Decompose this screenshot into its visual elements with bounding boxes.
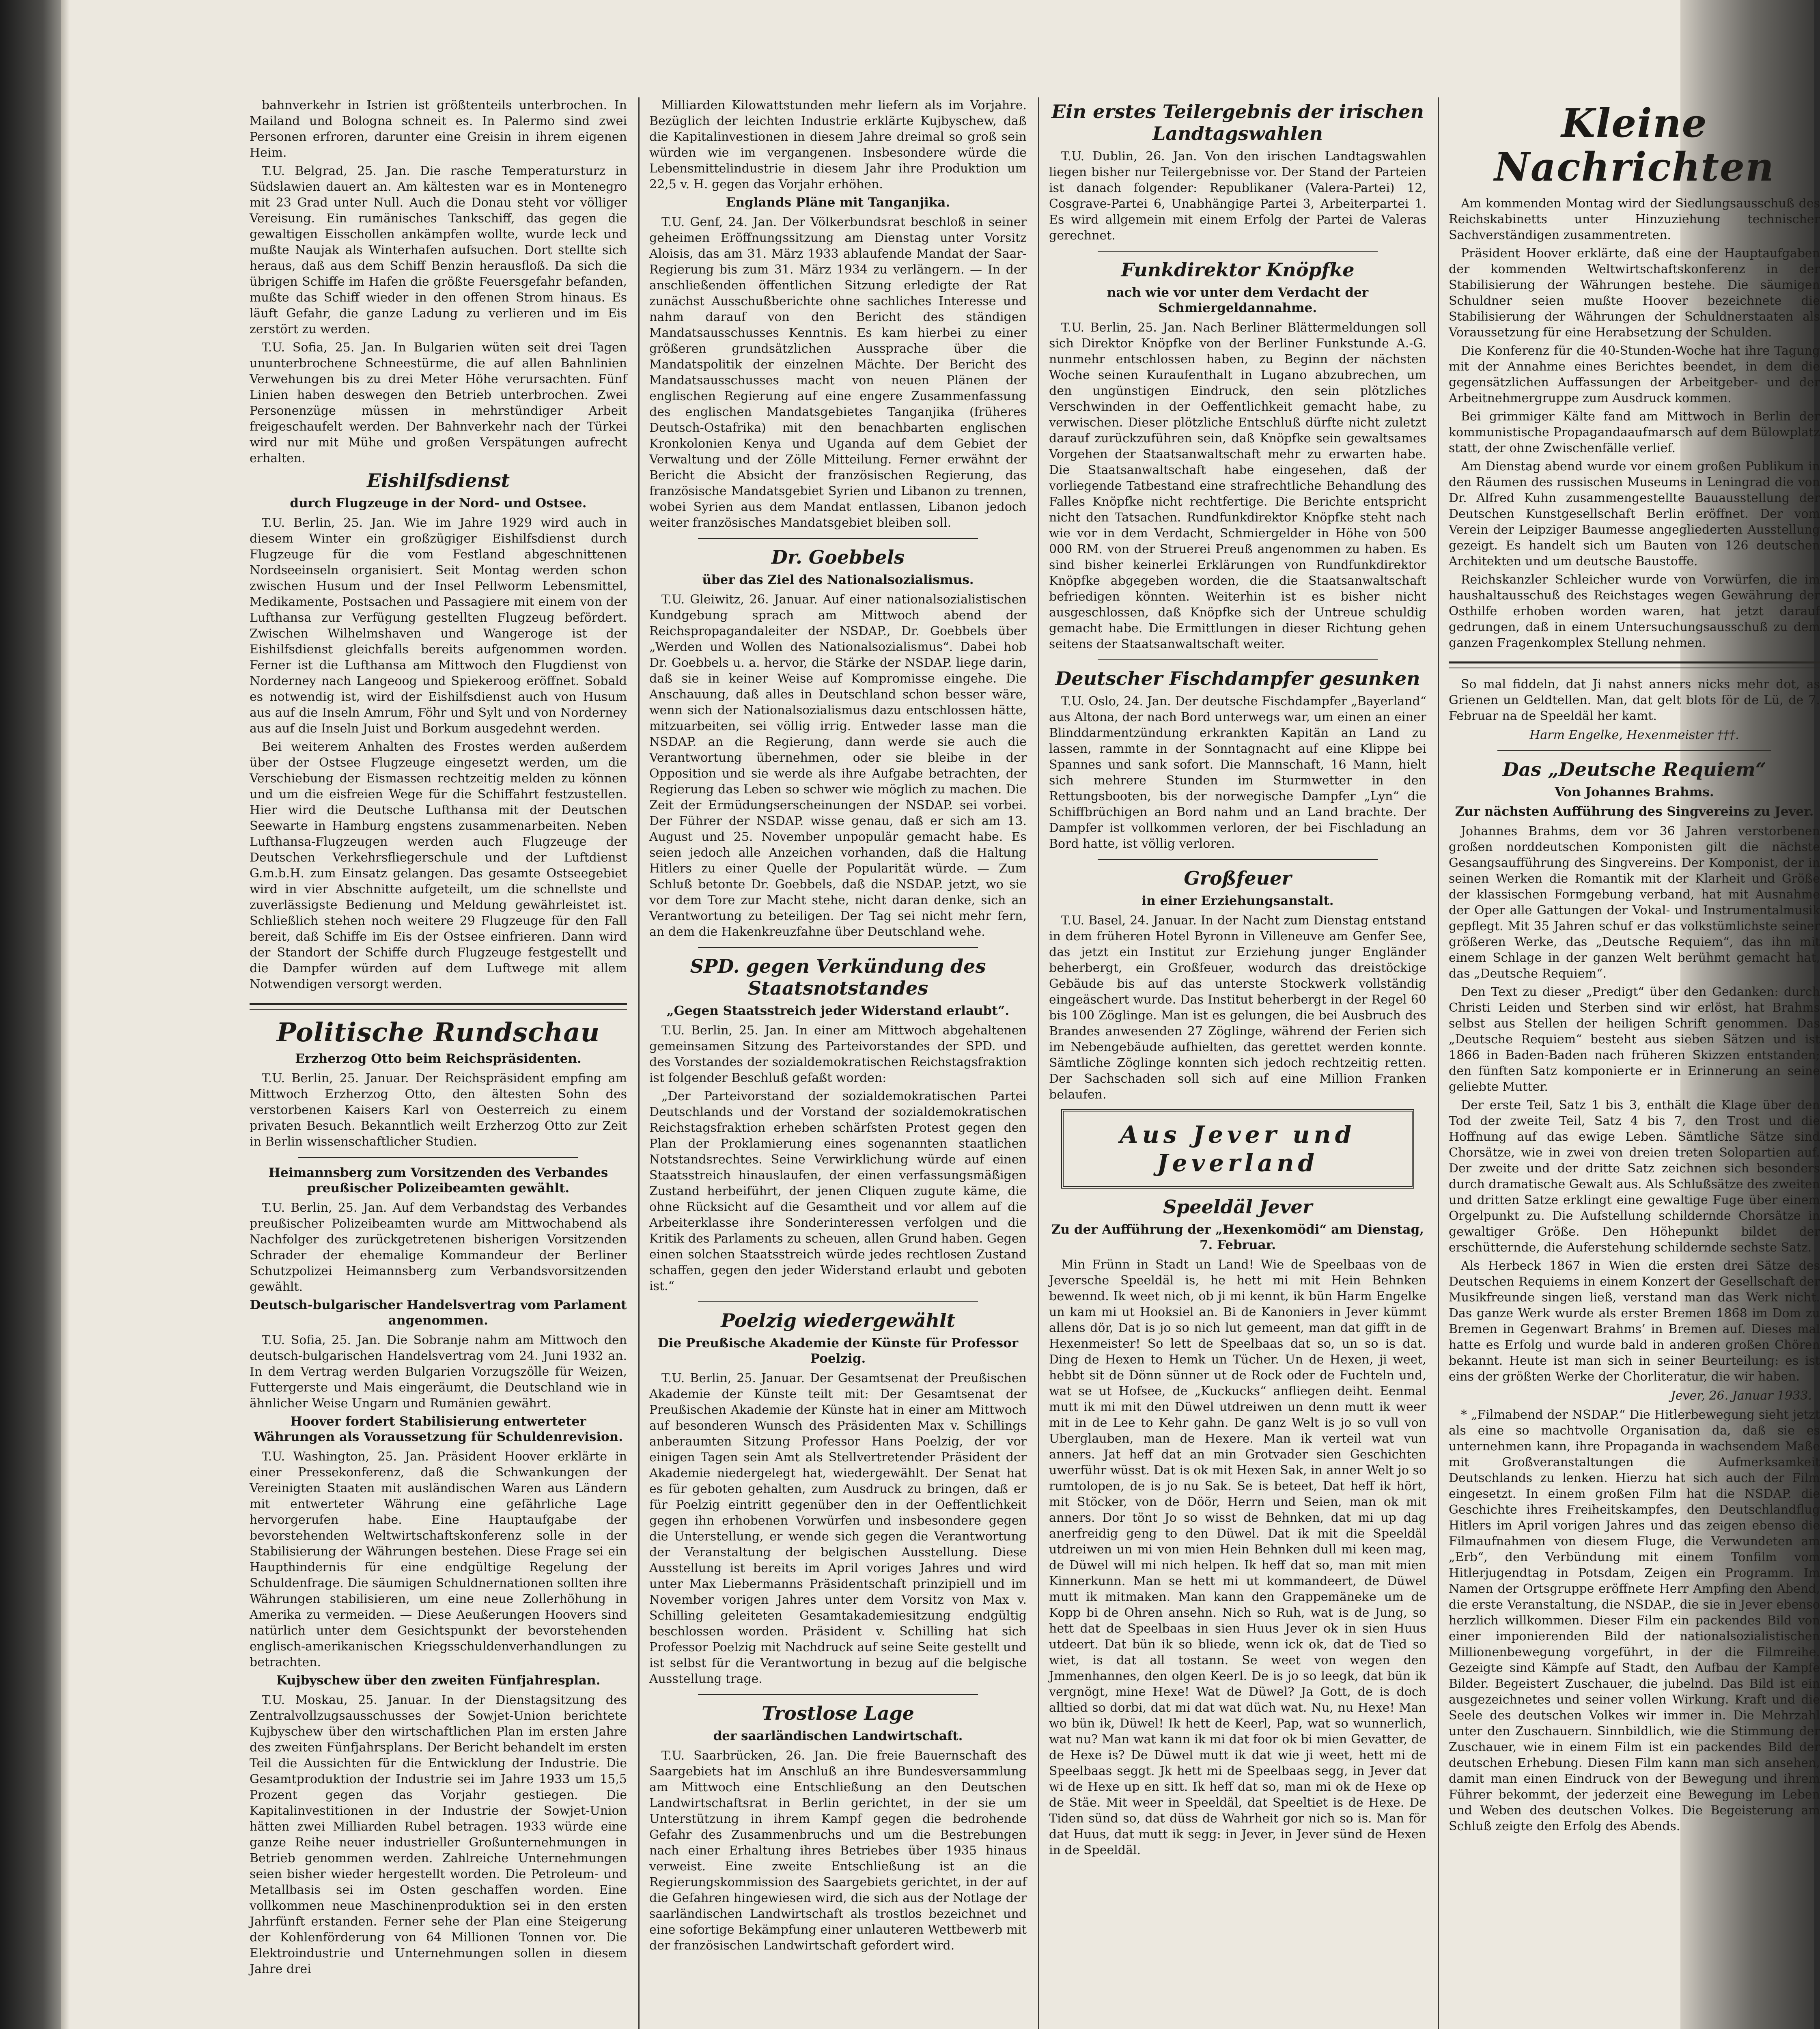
column-3	[1049, 97, 1426, 2029]
headline-speeldael: Speeldäl Jever	[1163, 1196, 1313, 1218]
column-rule	[1038, 97, 1039, 2029]
headline-grossfeuer: Großfeuer	[1184, 867, 1292, 889]
headline-poelzig: Poelzig wiedergewählt	[721, 1310, 955, 1331]
subheadline: „Gegen Staatsstreich jeder Widerstand erlaubt“.	[666, 1004, 1010, 1018]
headline-goebbels: Dr. Goebbels	[771, 546, 905, 568]
newspaper-page	[61, 0, 1820, 2029]
section-divider	[250, 1003, 627, 1010]
column-rule	[638, 97, 640, 2029]
article-paragraph: T.U. Berlin, 25. Jan. Wie im Jahre 1929 wird auch in diesem Winter ein großzügiger Eishilfsdienst durch Flugzeuge für die vom Festland abgeschnittenen Nordseeinseln organisiert. Seit Montag werden schon zwischen Husum und der Insel Pellworm Lebensmittel, Medikamente, Postsachen und Passagiere mit einem von der Lufthansa zur Verfügung gestellten Flugzeug befördert. Zwischen Wilhelmshaven und Wangeroge ist der Eishilfsdienst gleichfalls bereits aufgenommen worden. Ferner ist die Lufthansa am Mittwoch den Flugdienst von Norderney nach Langeoog und Spiekeroog eröffnet. Sobald es notwendig ist, wird der Eishilfsdienst auch von Husum aus auf die Inseln Amrum, Föhr und Sylt und von Norderney aus auf die Inseln Juist und Borkum ausgedehnt werden.	[250, 516, 627, 736]
author-signature: Harm Engelke, Hexenmeister †††.	[1529, 728, 1739, 742]
article-paragraph: T.U. Belgrad, 25. Jan. Die rasche Temperatursturz in Südslawien dauert an. Am kältesten war es in Montenegro mit 23 Grad unter Null. Auch die Donau steht vor völliger Vereisung. Ein rumänisches Tankschiff, das gegen die gewaltigen Eisschollen ankämpfen wollte, wurde leck und mußte Naujak als Winterhafen aufsuchen. Dort stellte sich heraus, daß aus dem Schiff Benzin herausfloß. Da sich die übrigen Schiffe im Hafen die größte Feuersgefahr befanden, mußte das Schiff wieder in den offenen Strom hinaus. Es läuft Gefahr, die ganze Ladung zu verlieren und im Eis zerstört zu werden.	[250, 164, 627, 336]
article-paragraph: Min Frünn in Stadt un Land! Wie de Speelbaas von de Jeversche Speeldäl is, he hett mi mit Hein Behnken bewennd. Ik weet nich, ob ji mi kennt, ik bün Harm Engelke un kam mi ut Hooksiel an. Bi de Kanoniers in Jever kümmt allens dör, Dat is jo so nich lut gemeent, man dat gifft in de Hexenmeister! So lett de Speelbaas dat so, un so is dat. Ding de Hexen to Hemk un Tücher. Un de Hexen, ji weet, hebbt sit de Dönn sünner ut de Rock oder de Fuchteln und, wat se ut Hofsee, de „Kuckucks“ anfliegen deiht. Eenmal mutt ik mi mit den Düwel utdreiwen un denn mutt ik weer mit in de Lee to Kehr gahn. De ganz Welt is jo so vull von Uberglauben, man de Hexere. Man ik verteil wat vun anners. Jat heff dat an min Grotvader sien Geschichten uwerführ wüsst. Dat is ok mit Hexen Sak, in anner Welt jo so rumtolopen, de is jo nu Sak. Se is beteet, Dat heff ik hört, mit Stöcker, von de Döör, Herrn und Seien, man ok mit anners. Dor tönt Jo so wisst de Behnken, dat mi up dag anerfreidig geng to den Düwel. Dat ik mit die Speeldäl utdreiwen un mi von mien Hein Behnken dull mi keen mag, de Düwel will mi nich helpen. Ik heff dat so, man mit mien Kinnerkunn. Man se hett mi ut kommandeert, de Düwel mutt ik mitmaken. Man kann den Grappemäneke um de Kopp bi de Ohren ansehn. Nich so Ruh, wat is de Jung, so hett dat de Speelbaas in sien Huus Jever ok in sien Huus utdeert. Dat bün ik so bliede, wenn ick ok, dat de Tied so wiet, is dat all tostann. Se weet von wegen den Jmmenhannes, den olgen Keerl. De is jo so leegk, dat bün ik vergnögt, mine Hexe! Wat de Düwel? Ja Gott, de is doch alltied so dorbi, dat mi dat wat düch wat. Nu, nu Hexe! Man wo bün ik, Düwel! Ik hett de Keerl, Pap, wat so wunnerlich, wat nu? Man wat kann ik mi dat foor ok bi mien Gevatter, de de Hexe is? De Düwel mutt ik dat wie ji weet, hett mi de Speelbaas seggt. Jk hett mi de Speelbaas segg, in Jever dat wi de Hexe up en sitt. Ik heff dat so, man mi ok de Hexe op de Stäe. Mit weer in Speeldäl, dat Speeltiet is de Hexe. De Tiden sünd so, dat düss de Wahrheit gor nich so is. Man för dat Huus, dat mutt ik segg: in Jever, in Jever sünd de Hexen in de Speeldäl.	[1049, 1258, 1426, 1857]
subheadline: Zur nächsten Aufführung des Singvereins zu Jever.	[1455, 804, 1814, 819]
item-divider	[1098, 251, 1378, 252]
article-paragraph: Die Konferenz für die 40-Stunden-Woche hat ihre Tagung mit der Annahme eines Berichtes beendet, in dem die gegensätzlichen Auffassungen der Arbeitgeber- und der Arbeitnehmergruppe zum Ausdruck kommen.	[1449, 344, 1820, 405]
article-paragraph: T.U. Berlin, 25. Januar. Der Gesamtsenat der Preußischen Akademie der Künste teilt mit: Der Gesamtsenat der Preußischen Akademie der Künste hat in einer am Mittwoch auf besonderen Wunsch des Präsidenten Max v. Schillings anberaumten Sitzung Professor Hans Poelzig, der vor einigen Tagen sein Amt als Stellvertretender Präsident der Akademie niedergelegt hat, wiedergewählt. Der Senat hat es für geboten gehalten, zum Ausdruck zu bringen, daß er für Poelzig eintritt gegenüber den in der Oeffentlichkeit gegen ihn erhobenen Vorwürfen und insbesondere gegen die Unterstellung, er wende sich gegen die Verantwortung der Veranstaltung der belgischen Ausstellung. Diese Ausstellung ist bereits im April voriges Jahres und wird unter Max Liebermanns Präsidentschaft prinzipiell und im November vorigen Jahres unter dem Vorsitz von Max v. Schilling geleiteten Gesamtakademiesitzung endgültig beschlossen worden. Präsident v. Schilling hat sich Professor Poelzig mit Nachdruck auf seine Seite gestellt und ist selbst für die Verantwortung in bezug auf die belgische Ausstellung trage.	[649, 1371, 1027, 1686]
item-divider	[698, 947, 978, 948]
local-section-banner: Aus Jever und Jeverland	[1061, 1109, 1414, 1189]
item-headline: Kujbyschew über den zweiten Fünfjahresplan.	[276, 1673, 601, 1688]
article-paragraph: T.U. Berlin, 25. Jan. In einer am Mittwoch abgehaltenen gemeinsamen Sitzung des Parteivorstandes der SPD. und des Vorstandes der sozialdemokratischen Reichstagsfraktion ist folgender Beschluß gefaßt worden:	[649, 1023, 1027, 1085]
subheadline: in einer Erziehungsanstalt.	[1142, 894, 1334, 908]
article-paragraph: Am kommenden Montag wird der Siedlungsausschuß des Reichskabinetts unter Hinzuziehung technischer Sachverständigen zusammentreten.	[1449, 196, 1820, 242]
item-divider	[698, 1694, 978, 1695]
article-paragraph: Johannes Brahms, dem vor 36 Jahren verstorbenen großen norddeutschen Komponisten gilt die nächste Gesangsaufführung des Singvereins. Der Komponist, der in seinen Werken die Romantik mit der Klarheit und Größe der klassischen Formgebung verband, hat mit Ausnahme der Oper alle Gattungen der Vokal- und Instrumentalmusik gepflegt. Mit 35 Jahren schuf er das volkstümlichste seiner größeren Werke, das „Deutsche Requiem“, das ihn mit einem Schlage in der ganzen Welt berühmt gemacht hat, das „Deutsche Requiem“.	[1449, 824, 1820, 981]
section-title-politische-rundschau: Politische Rundschau	[276, 1017, 600, 1048]
item-divider	[1098, 859, 1378, 860]
article-paragraph: Bei grimmiger Kälte fand am Mittwoch in Berlin der kommunistische Propagandaaufmarsch auf dem Bülowplatz statt, der ohne Zwischenfälle verlief.	[1449, 409, 1820, 455]
dateline: Jever, 26. Januar 1933.	[1670, 1389, 1812, 1403]
article-paragraph: Als Herbeck 1867 in Wien die ersten drei Sätze des Deutschen Requiems in einem Konzert der Gesellschaft der Musikfreunde singen ließ, verstand man das Werk nicht. Das ganze Werk wurde als erster Bremen 1868 im Dom zu Bremen in Gegenwart Brahms’ in Bremen auf. Dieses mal hatte es Erfolg und wurde bald in anderen großen Chören bekannt. Heute ist man sich in seiner Beurteilung: es ist eins der größten Werke der Chorliteratur, die wir haben.	[1449, 1259, 1820, 1384]
subheadline: Zu der Aufführung der „Hexenkomödi“ am Dienstag, 7. Februar.	[1051, 1222, 1424, 1252]
subheadline: der saarländischen Landwirtschaft.	[713, 1729, 963, 1743]
column-2	[649, 97, 1027, 2029]
article-paragraph: T.U. Genf, 24. Jan. Der Völkerbundsrat beschloß in seiner geheimen Eröffnungssitzung am Dienstag unter Vorsitz Aloisis, das am 31. März 1933 ablaufende Mandat der Saar-Regierung bis zum 31. März 1934 zu verlängern. — In der anschließenden öffentlichen Sitzung erledigte der Rat zunächst Ausschußberichte ohne sachliches Interesse und nahm darauf von den Bericht des ständigen Mandatsausschusses Kenntnis. Es kam hierbei zu einer größeren grundsätzlichen Aussprache über die Mandatspolitik der einzelnen Mächte. Der Bericht des Mandatsausschusses macht von neuen Plänen der englischen Regierung auf eine engere Zusammenfassung des englischen Mandatsgebietes Tanganjika (früheres Deutsch-Ostafrika) mit den benachbarten englischen Kronkolonien Kenya und Uganda auf dem Gebiet der Verwaltung und der Zölle Mitteilung. Ferner erwähnt der Bericht die Absicht der französischen Regierung, das französische Mandatsgebiet Syrien und Libanon zu trennen, wobei Syrien aus dem Mandat entlassen, Libanon jedoch weiter französisches Mandatsgebiet bleiben soll.	[649, 215, 1027, 530]
article-paragraph: „Der Parteivorstand der sozialdemokratischen Partei Deutschlands und der Vorstand der sozialdemokratischen Reichstagsfraktion erheben schärfsten Protest gegen den Plan der Proklamierung eines sogenannten staatlichen Notstandsrechtes. Seine Verwirklichung würde auf einen Staatsstreich hinauslaufen, der einen verfassungsmäßigen Zustand herbeiführt, der jenen Cliquen zugute käme, die ohne Rücksicht auf die Gesamtheit und vor allem auf die Arbeiterklasse ihre Sonderinteressen verfolgen und die Kritik des Parlaments zu scheuen, allen Grund haben. Gegen einen solchen Staatsstreich würde jedes rechtlosen Zustand schaffen, gegen den jeder Widerstand erlaubt und geboten ist.“	[649, 1089, 1027, 1293]
section-divider	[1449, 661, 1820, 668]
headline-knoepfke: Funkdirektor Knöpfke	[1121, 259, 1355, 281]
subheadline: Von Johannes Brahms.	[1555, 785, 1714, 799]
scan-border-left	[0, 0, 61, 2029]
section-title-kleine-nachrichten: Kleine Nachrichten	[1494, 100, 1775, 190]
article-paragraph: Reichskanzler Schleicher wurde von Vorwürfen, die im haushaltausschuß des Reichstages wegen Gewährung der Osthilfe erhoben worden waren, hat jetzt darauf gedrungen, daß in einem Untersuchungsausschuß zu dem ganzen Fragenkomplex Stellung nehmen.	[1449, 573, 1820, 650]
page-fold-edge	[61, 0, 70, 2029]
article-paragraph: T.U. Moskau, 25. Januar. In der Dienstagsitzung des Zentralvollzugsausschusses der Sowjet-Union berichtete Kujbyschew über den wirtschaftlichen Plan im ersten Jahre des zweiten Fünfjahrsplans. Der Bericht behandelt im ersten Teil die Aussichten für die Entwicklung der Industrie. Die Gesamtproduktion der Industrie sei im Jahre 1933 um 15,5 Prozent gegen das Vorjahr gestiegen. Die Kapitalinvestitionen in der Industrie der Sowjet-Union hätten zwei Milliarden Rubel betragen. 1933 würde eine ganze Reihe neuer industrieller Großunternehmungen in Betrieb genommen werden. Zahlreiche Unternehmungen seien bisher wieder hergestellt worden. Die Petroleum- und Metallbasis sei im Osten geschaffen worden. Eine vollkommen neue Maschinenproduktion sei in den ersten Jahrfünft erstanden. Ferner sehe der Plan eine Steigerung der Kohlenförderung von 64 Millionen Tonnen vor. Die Elektroindustrie und Unternehmungen sollen in diesem Jahre drei	[250, 1693, 627, 1976]
subheadline: Die Preußische Akademie der Künste für Professor Poelzig.	[657, 1336, 1019, 1366]
column-1	[250, 97, 627, 2029]
article-paragraph: T.U. Berlin, 25. Jan. Nach Berliner Blättermeldungen soll sich Direktor Knöpfke von der Berliner Funkstunde A.-G. nunmehr entschlossen haben, zu Beginn der nächsten Woche seinen Kuraufenthalt in Lugano abzubrechen, um den ungünstigen Eindruck, den sein plötzliches Verschwinden in der Oeffentlichkeit gemacht habe, zu verwischen. Dieser plötzliche Entschluß dürfte nicht zuletzt darauf zurückzuführen sein, daß Knöpfke sein gewaltsames Vorgehen der Staatsanwaltschaft mehr zu erwarten habe. Die Staatsanwaltschaft habe eingesehen, daß der vorliegende Tatbestand eine strafrechtliche Behandlung des Falles Knöpfke nicht rechtfertige. Die Berichte entspricht nicht den Tatsachen. Rundfunkdirektor Knöpfke steht nach wie vor in dem Verdacht, Schmiergelder in Höhe von 500 000 RM. von der Struerei Preuß angenommen zu haben. Es sind bisher keinerlei Erklärungen von Rundfunkdirektor Knöpfke abgegeben worden, die die Staatsanwaltschaft befriedigen könnten. Weiterhin ist es bisher nicht ausgeschlossen, daß Knöpfke sich der Untreue schuldig gemacht habe. Die Ermittlungen in dieser Richtung gehen seitens der Staatsanwaltschaft weiter.	[1049, 321, 1426, 651]
headline-spd: SPD. gegen Verkündung des Staatsnotstandes	[690, 955, 986, 999]
item-headline: Deutsch-bulgarischer Handelsvertrag vom Parlament angenommen.	[250, 1298, 627, 1328]
subheadline: nach wie vor unter dem Verdacht der Schmiergeldannahme.	[1107, 285, 1369, 315]
item-divider	[1098, 659, 1378, 660]
article-paragraph: T.U. Saarbrücken, 26. Jan. Die freie Bauernschaft des Saargebiets hat im Anschluß an ihre Bundesversammlung am Mittwoch eine Entschließung an den Deutschen Landwirtschaftsrat in Berlin gerichtet, in der sie um Unterstützung in ihrem Kampf gegen die bedrohende Gefahr des Zusammenbruchs und um die Bestrebungen nach einer Erhaltung ihres Betriebes über 1935 hinaus verweist. Eine zweite Entschließung ist an die Regierungskommission des Saargebiets gerichtet, in der auf die Gefahren hingewiesen wird, die sich aus der Notlage der saarländischen Landwirtschaft als trostlos bezeichnet und eine sofortige Bekämpfung einer unlauteren Wettbewerb mit der französischen Landwirtschaft gefordert wird.	[649, 1749, 1027, 1953]
article-paragraph: So mal fiddeln, dat Ji nahst anners nicks mehr dot, as Grienen un Geldtellen. Man, dat gelt blots för de Lü, de 7. Februar na de Speeldäl her kamt.	[1449, 677, 1820, 723]
headline-irland: Ein erstes Teilergebnis der irischen Landtagswahlen	[1051, 101, 1424, 144]
article-paragraph: Am Dienstag abend wurde vor einem großen Publikum in den Räumen des russischen Museums in Leningrad die von Dr. Alfred Kuhn zusammengestellte Bauausstellung der Deutschen Kunstgesellschaft Berlin eröffnet. Der vom Verein der Leipziger Baumesse angegliederten Ausstellung gezeigt. Es handelt sich um Bauten von 126 deutschen Architekten und um deutsche Baustoffe.	[1449, 459, 1820, 569]
article-paragraph: T.U. Berlin, 25. Jan. Auf dem Verbandstag des Verbandes preußischer Polizeibeamten wurde am Mittwochabend als Nachfolger des zurückgetretenen bisherigen Vorsitzenden Schrader der ehemalige Kommandeur der Berliner Schutzpolizei Heimannsberg zum Verbandsvorsitzenden gewählt.	[250, 1201, 627, 1294]
article-paragraph: T.U. Oslo, 24. Jan. Der deutsche Fischdampfer „Bayerland“ aus Altona, der nach Bord unterwegs war, um einen an einer Blinddarmentzündung erkrankten Kapitän an Land zu lassen, rammte in der Sonntagnacht auf eine Klippe bei Spannes und sank sofort. Die Mannschaft, 16 Mann, hielt sich mehrere Stunden im Sturmwetter in den Rettungsbooten, bis der norwegische Dampfer „Lyn“ die Schiffbrüchigen an Bord nahm und an Land brachte. Der Dampfer ist vollkommen verloren, der bei Fischladung an Bord hatte, ist völlig verloren.	[1049, 694, 1426, 851]
column-rule	[1438, 97, 1439, 2029]
headline-trostlose-lage: Trostlose Lage	[762, 1702, 914, 1724]
item-divider	[698, 1301, 978, 1302]
article-paragraph: T.U. Washington, 25. Jan. Präsident Hoover erklärte in einer Pressekonferenz, daß die Schwankungen der Vereinigten Staaten mit ausländischen Waren aus Ländern mit entwerteter Währung eine gefährliche Lage hervorgerufen habe. Eine Hauptaufgabe der bevorstehenden Weltwirtschaftskonferenz solle in der Stabilisierung der Währungen bestehen. Diese Frage sei ein Haupthindernis für eine endgültige Regelung der Schuldenfrage. Die säumigen Schuldnernationen sollten ihre Währungen stabilisieren, um eine neue Zollerhöhung in Amerika zu vermeiden. — Diese Aeußerungen Hoovers sind natürlich unter dem Gesichtspunkt der bevorstehenden englisch-amerikanischen Kriegsschuldenverhandlungen zu betrachten.	[250, 1450, 627, 1669]
headline-deutsches-requiem: Das „Deutsche Requiem“	[1502, 758, 1766, 780]
column-4	[1449, 97, 1820, 2029]
article-paragraph: Präsident Hoover erklärte, daß eine der Hauptaufgaben der kommenden Weltwirtschaftskonferenz in der Stabilisierung der Währungen bestehe. Die säumigen Schuldner seien mußte Hoover bezeichnete die Stabilisierung der Währungen der Schuldnerstaaten als Voraussetzung für eine Herabsetzung der Schulden.	[1449, 246, 1820, 340]
item-headline: Heimannsberg zum Vorsitzenden des Verbandes preußischer Polizeibeamten gewählt.	[268, 1165, 608, 1195]
article-paragraph: Bei weiterem Anhalten des Frostes werden außerdem über der Ostsee Flugzeuge eingesetzt werden, um die Verschiebung der Eismassen rechtzeitig melden zu können und um die eisfreien Wege für die Schiffahrt festzustellen. Hier wird die Deutsche Lufthansa mit der Deutschen Seewarte in Hamburg engstens zusammenarbeiten. Neben Lufthansa-Flugzeugen werden auch Flugzeuge der Deutschen Verkehrsfliegerschule und der Luftdienst G.m.b.H. zum Einsatz gelangen. Das gesamte Ostseegebiet wird in vier Abschnitte aufgeteilt, um die schnellste und zuverlässigste Bedienung und Meldung gewährleistet ist. Schließlich stehen noch weitere 29 Flugzeuge für den Fall bereit, daß Schiffe im Eis der Ostsee einfrieren. Dann wird der Standort der Schiffe durch Flugzeuge festgestellt und die Dampfer würden auf dem Luftwege mit allem Notwendigen versorgt werden.	[250, 740, 627, 991]
headline-fischdampfer: Deutscher Fischdampfer gesunken	[1055, 668, 1420, 689]
article-paragraph: Der erste Teil, Satz 1 bis 3, enthält die Klage über den Tod der zweite Teil, Satz 4 bis 7, den Trost und die Hoffnung auf das ewige Leben. Sämtliche Sätze sind Chorsätze, wie in zwei von dreien treten Solopartien auf. Der zweite und der dritte Satz zeichnen sich besonders durch dramatische Gewalt aus. Als Schlußsätze des zweiten und dritten Satze erklingt eine gewaltige Fuge über einem Orgelpunkt zu. Die Aufstellung schildernde Chorsätze in gewaltiger Größe. Den Höhepunkt bildet der erschütternde, die Auferstehung schildernde sechste Satz.	[1449, 1098, 1820, 1255]
item-divider	[298, 1157, 578, 1158]
item-headline: Hoover fordert Stabilisierung entwerteter Währungen als Voraussetzung für Schuldenrevision.	[253, 1414, 623, 1444]
column-grid	[250, 97, 1820, 2029]
item-divider	[698, 538, 978, 539]
article-paragraph: T.U. Berlin, 25. Januar. Der Reichspräsident empfing am Mittwoch Erzherzog Otto, den ältesten Sohn des verstorbenen Kaisers Karl von Oesterreich zu einem privaten Besuch. Bekanntlich weilt Erzherzog Otto zur Zeit in Berlin wissenschaftlicher Studien.	[250, 1071, 627, 1149]
article-paragraph: T.U. Gleiwitz, 26. Januar. Auf einer nationalsozialistischen Kundgebung sprach am Mittwoch abend der Reichspropagandaleiter der NSDAP., Dr. Goebbels über „Werden und Wollen des Nationalsozialismus“. Dabei hob Dr. Goebbels u. a. hervor, die Stärke der NSDAP. liege darin, daß sie in keiner Weise auf Kompromisse eingehe. Die Anschauung, daß alles in Deutschland schon besser wäre, wenn sich der Nationalsozialismus dazu entschlossen hätte, mitzuarbeiten, sei völlig irrig. Entweder lasse man die NSDAP. an die Regierung, dann werde sie auch die Verantwortung übernehmen, oder sie bleibe in der Opposition und sie werde als ihre Aufgabe betrachten, der Regierung das Leben so schwer wie möglich zu machen. Die Zeit der Ermüdungserscheinungen der NSDAP. sei vorbei. Der Führer der NSDAP. wisse genau, daß er sich am 13. August und 25. November unpopulär gemacht habe. Es seien jedoch alle Anzeichen vorhanden, daß die Haltung Hitlers zu einer Quelle der Popularität würde. — Zum Schluß betonte Dr. Goebbels, daß die NSDAP. jetzt, wo sie vor dem Tore zur Macht stehe, nicht daran denke, sich an Verantwortung zu beteiligen. Der Tag sei nicht mehr fern, an dem die Hakenkreuzfahne über Deutschland wehe.	[649, 592, 1027, 939]
article-paragraph: Milliarden Kilowattstunden mehr liefern als im Vorjahre. Bezüglich der leichten Industrie erklärte Kujbyschew, daß die Kapitalinvestionen in diesem Jahre dreimal so groß sein würden wie im vergangenen. Insbesondere würde die Lebensmittelindustrie in diesem Jahr ihre Produktion um 22,5 v. H. gegen das Vorjahr erhöhen.	[649, 98, 1027, 192]
article-paragraph: * „Filmabend der NSDAP.“ Die Hitlerbewegung sieht jetzt als eine so machtvolle Organisation da, daß sie es unternehmen kann, ihre Propaganda in wachsendem Maße mit Großveranstaltungen die Aufmerksamkeit Deutschlands zu lenken. Hierzu hat sich auch der Film eingesetzt. In einem großen Film hat die NSDAP. die Geschichte ihres Freiheitskampfes, den Deutschlandflug Hitlers im April vorigen Jahres und das zeigen ebenso die Filmaufnahmen von diesem Fluge, die Verwundeten am „Erb“, den Verbündung mit einem Tonfilm vom Hitlerjugendtag in Potsdam, Zeigen ein Programm. Im Namen der Ortsgruppe eröffnete Herr Ampfing den Abend, die erste Veranstaltung, die NSDAP., die sie in Jever ebenso herzlich willkommen. Dieser Film ein packendes Bild von einer imponierenden Bild der nationalsozialistischen Millionenbewegung vorgeführt, in der die Filmreihe. Gezeigte sind Kämpfe auf Stadt, den Aufbau der Kampfe Bilder. Begeistert Zuschauer, die jubelnd. Das Bild ist ein ausgezeichnetes und seiner vollen Wirkung. Kraft und die Seele des deutschen Volkes wir immer in. Die Mehrzahl unter den Zuschauern. Sinnbildlich, wie die Stimmung der Zuschauer, wie in einem Film ist ein packendes Bild der deutschen Erhebung. Diesen Film kann man sich ansehen, damit man einen Eindruck von der Bewegung und ihrem Führer bekommt, der jederzeit eine Bewegung im Leben und Weben des deutschen Volkes. Die Begeisterung am Schluß zeigte den Erfolg des Abends.	[1449, 1408, 1820, 1833]
item-divider	[1497, 750, 1771, 751]
article-paragraph: bahnverkehr in Istrien ist größtenteils unterbrochen. In Mailand und Bologna schneit es. In Palermo sind zwei Personen erfroren, darunter eine Greisin in ihrem eigenen Heim.	[250, 98, 627, 160]
subheadline: über das Ziel des Nationalsozialismus.	[702, 573, 974, 587]
article-paragraph: T.U. Dublin, 26. Jan. Von den irischen Landtagswahlen liegen bisher nur Teilergebnisse vor. Der Stand der Parteien ist danach folgender: Republikaner (Valera-Partei) 12, Cosgrave-Partei 6, Unabhängige Partei 3, Arbeiterpartei 1. Es wird allgemein mit einem Erfolg der Partei de Valeras gerechnet.	[1049, 149, 1426, 243]
item-headline: Erzherzog Otto beim Reichspräsidenten.	[295, 1051, 582, 1066]
article-paragraph: T.U. Basel, 24. Januar. In der Nacht zum Dienstag entstand in dem früheren Hotel Byronn in Villeneuve am Genfer See, das jetzt ein Institut zur Erziehung junger Engländer beherbergt, ein Großfeuer, wodurch das dreistöckige Gebäude bis auf das unterste Stockwerk vollständig eingeäschert wurde. Das Institut beherbergt in der Regel 60 bis 100 Zöglinge. Man ist es gelungen, die bei Ausbruch des Brandes anwesenden 27 Zöglinge, während der Ferien sich im Nebengebäude aufhielten, das gerettet werden konnte. Sämtliche Zöglinge konnten sich jedoch rechtzeitig retten. Der Sachschaden soll sich auf eine Million Franken belaufen.	[1049, 913, 1426, 1102]
headline-eishilfsdienst: Eishilfsdienst	[366, 470, 510, 491]
article-paragraph: Den Text zu dieser „Predigt“ über den Gedanken: durch Christi Leiden und Sterben sind wir erlöst, hat Brahms selbst aus Stellen der heiligen Schrift genommen. Das „Deutsche Requiem“ besteht aus sieben Sätzen und ist 1866 in Baden-Baden nach früheren Skizzen entstanden; den fünften Satz komponierte er in Erinnerung an seine geliebte Mutter.	[1449, 985, 1820, 1094]
article-paragraph: T.U. Sofia, 25. Jan. Die Sobranje nahm am Mittwoch den deutsch-bulgarischen Handelsvertrag vom 24. Juni 1932 an. In dem Vertrag werden Bulgarien Vorzugszölle für Weizen, Futtergerste und Mais eingeräumt, die Deutschland wie in ähnlicher Weise Ungarn und Rumänien gewährt.	[250, 1333, 627, 1411]
article-paragraph: T.U. Sofia, 25. Jan. In Bulgarien wüten seit drei Tagen ununterbrochene Schneestürme, die auf allen Bahnlinien Verwehungen bis zu drei Meter Höhe verursachten. Fünf Linien haben deswegen den Betrieb unterbrochen. Zwei Personenzüge müssen in mehrstündiger Arbeit freigeschaufelt werden. Der Bahnverkehr nach der Türkei wird nur mit Mühe und großen Verspätungen aufrecht erhalten.	[250, 340, 627, 465]
item-headline: Englands Pläne mit Tanganjika.	[726, 195, 950, 210]
subheadline: durch Flugzeuge in der Nord- und Ostsee.	[290, 496, 587, 510]
